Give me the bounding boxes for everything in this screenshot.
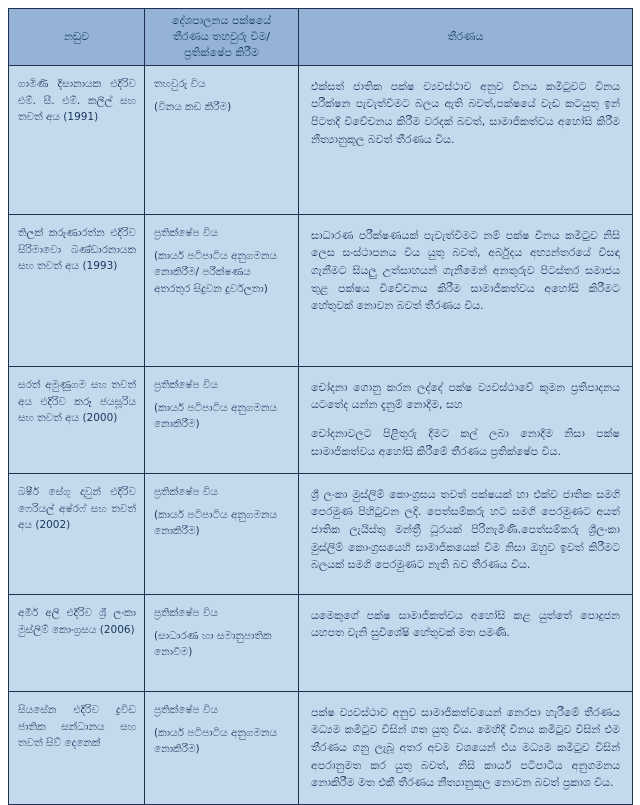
verdict-note: (කාර්ය පටිපාටිය අනුගමනය නොකිරීම/ පරීක්ෂණය අතරතුර සිදුවන දුර්වලතා) [154, 249, 278, 296]
decision-cell [299, 214, 633, 366]
verdict-note: (සාධාරණ හා සමානුපාතික නොවීම) [154, 629, 272, 659]
verdict-label: ප්‍රතික්ෂේප විය [154, 606, 218, 619]
case-cell: බෂීර් සේගු දාවුන් එදිරිව ෆෙරියල් අෂ්රෆ් සහ තවත් අය (2002) [9, 473, 145, 594]
decision-paragraph: යමෙකුගේ පක්ෂ සාමාජිකත්වය අහෝසි කළ යුත්තේ පොදුජන යහපත වැනි සුවිශේෂි හේතුවක් මත පමණි. [311, 608, 620, 640]
header-case: නඩුව [9, 9, 145, 66]
verdict-cell [145, 691, 299, 804]
header-decision: තීරණය [299, 9, 633, 66]
party-decision-table [8, 8, 633, 805]
table-row [9, 366, 633, 473]
verdict-note: (කාර්ය පටිපාටිය අනුගමනය නොකිරීම) [154, 401, 278, 431]
verdict-cell [145, 366, 299, 473]
verdict-cell [145, 473, 299, 594]
case-cell: සියසේන එදිරිව ද්‍රවිඩ ජාතික සන්ධානය සහ තවත් සිව් දෙනෙක් [9, 691, 145, 804]
decision-paragraph: එක්සත් ජාතික පක්ෂ ව්‍යවස්ථාව අනුව විනය කමිටුවට විනය පරීක්ෂන පැවැත්වීමට බලය ඇති බවත්,පක්ෂයේ වැඩ කටයුතු ඉන් පිටතදී විවේචනය කිරීම වරදක් බවත්, සාමාජිකත්වය අහෝසි කිරීම නීත්‍යානුකූල බවත් තීරණය විය. [311, 79, 620, 146]
verdict-cell [145, 65, 299, 214]
verdict-cell [145, 214, 299, 366]
decision-paragraph: පක්ෂ ව්‍යවස්ථාව අනුව සාමාජිකත්වයෙන් නෙරපා හැරීමේ තීරණය මධ්‍යම කමිටුව විසින් ගත යුතු විය. මෙහිදී විනය කමිටුව විසින් එම තීරණය ගනු ලැබූ අතර අවම වශයෙන් එය මධ්‍යම කමිටුව විසින් අපරානුමත කර යුතු බවත්, නිසි කාර්ය පටිපාටිය අනුගමනය නොකිරීම මත එකී තීරණය නීත්‍යානුකූල නොවන බවත් ප්‍රකාශ විය. [311, 705, 620, 790]
table-row [9, 473, 633, 594]
decision-cell [299, 65, 633, 214]
case-cell: සරත් අමුණුගම සහ තවත් අය එදිරිව කරූ ජයසූරිය සහ තවත් අය (2000) [9, 366, 145, 473]
decision-cell [299, 594, 633, 691]
table-row [9, 594, 633, 691]
verdict-cell [145, 594, 299, 691]
header-row [9, 9, 633, 66]
decision-cell [299, 473, 633, 594]
case-cell: තිලක් කරුණාරත්න එදිරිව සිරිමාවො බණ්ඩාරනායක සහ තවත් අය (1993) [9, 214, 145, 366]
decision-paragraph: ශ්‍රී ලංකා මුස්ලිම් කොංග්‍රසය තවත් පක්ෂයක් හා එක්ව ජාතික සමගි පෙරමුණ පිහිටුවන ලදි. පෙත්සම්කරු හට සමගි පෙරමුණට අයත් ජාතික ලැයිස්තු මන්ත්‍රී ධූරයක් පිරිනැමිණි.පෙත්සම්කරු ශ්‍රීලංකා මුස්ලිම් කොංග්‍රසයෙහි සාමාජිකයෙක් වීම නිසා ඔහුව ඉවත් කිරීමට බලයක් සමගි පෙරමුණට නැති බව තීරණය විය. [311, 487, 620, 572]
decision-paragraph: සාධාරණ පරීක්ෂණයක් පැවැත්වීමට නම් පක්ෂ විනය කමිටුව නිසි ලෙස සංස්ථාපනය විය යුතු බවත්, අර්බුදය අභ්‍යන්තරයේ විසඳා ගැනීමට සියලු උත්සාහයන් ගැනීමෙන් අනතුරුව පිටස්තර සමාජය තුළ පක්ෂය විවේචනය කිරීම සාමාජිකත්වය අහෝසි කිරීමට හේතුවක් නොවන බවත් තීරණය විය. [311, 228, 620, 313]
decision-paragraph: චෝදනා ගොනු කරන ලද්දේ පක්ෂ ව්‍යවස්ථාවේ කුමන ප්‍රතිපාදනය යටතේද යන්න දැනුම් නොදීම, සහ [311, 380, 620, 412]
decision-cell [299, 691, 633, 804]
table-row [9, 65, 633, 214]
decision-paragraph: චෝදනාවලට පිළිතුරු දීමට කල් ලබා නොදීම නිසා පක්ෂ සාමාජිකත්වය අහෝසි කිරීමේ තීරණය ප්‍රතික්ෂේප විය. [311, 427, 620, 458]
verdict-label: ප්‍රතික්ෂේප විය [154, 226, 218, 239]
verdict-note: (කාර්ය පටිපාටිය අනුගමනය නොකිරීම) [154, 508, 278, 538]
verdict-label: ප්‍රතික්ෂේප විය [154, 485, 218, 498]
verdict-note: (විනය කඩ කිරීම) [154, 100, 232, 113]
verdict-label: තහවුරු විය [154, 77, 206, 90]
verdict-label: ප්‍රතික්ෂේප විය [154, 703, 218, 716]
table-row [9, 214, 633, 366]
verdict-note: (කාර්ය පටිපාටිය අනුගමනය නොකිරීම) [154, 726, 278, 756]
case-cell: ගාමිණි දිසානායක එදිරිව එම්. සී. එම්. කලීල් සහ තවත් අය (1991) [9, 65, 145, 214]
verdict-label: ප්‍රතික්ෂේප විය [154, 378, 218, 391]
case-cell: අමීර් අලි එදිරිව ශ්‍රී ලංකා මුස්ලිම් කොංග්‍රසය (2006) [9, 594, 145, 691]
decision-cell [299, 366, 633, 473]
header-verdict: දේශපාලනය පක්ෂයේ තීරණය තහවුරු වීම/ප්‍රතික්ෂේප කිරීම [145, 9, 299, 66]
table-row [9, 691, 633, 804]
